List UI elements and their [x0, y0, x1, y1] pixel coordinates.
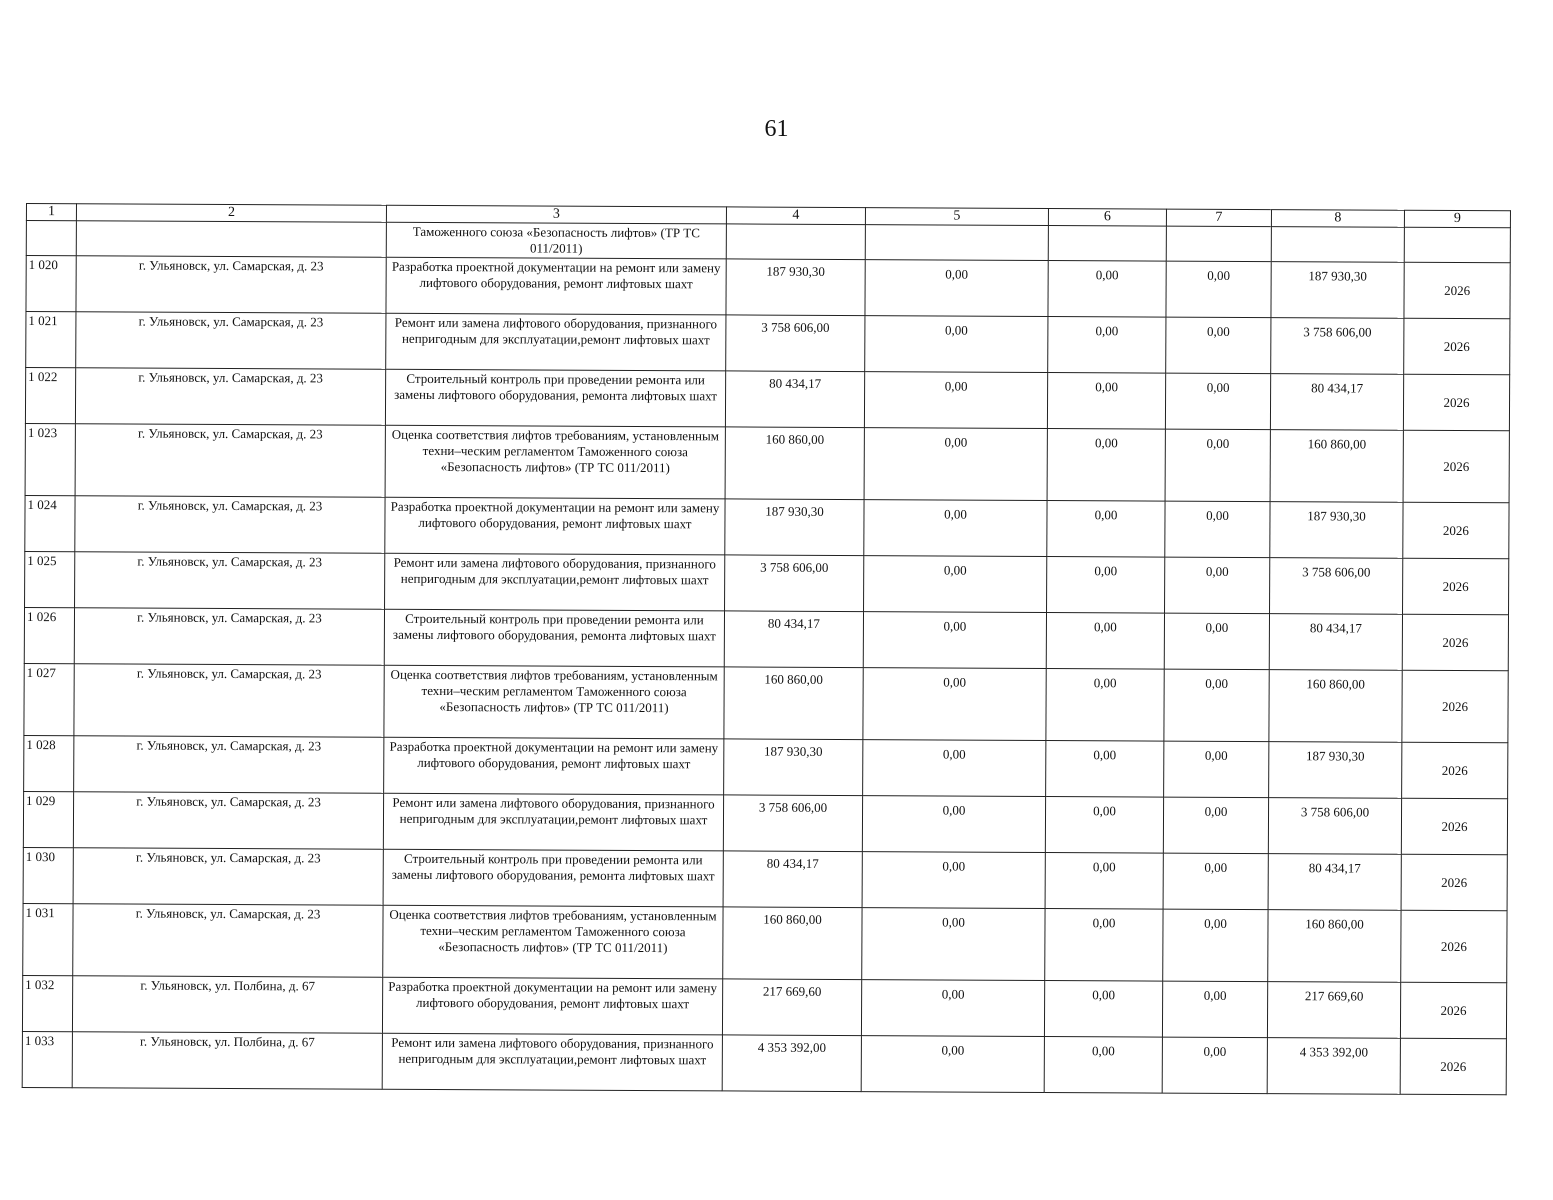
- row-year: 2026: [1400, 1038, 1506, 1095]
- row-work-type: Разработка проектной документации на ремонт или замену лифтового оборудования, ремонт лифтовых шахт: [382, 977, 722, 1035]
- row-amount-col5: 0,00: [861, 1036, 1044, 1093]
- row-address: г. Ульяновск, ул. Самарская, д. 23: [76, 312, 386, 370]
- row-year: 2026: [1403, 430, 1509, 503]
- row-amount-total: 187 930,30: [726, 259, 865, 316]
- row-amount-total: 160 860,00: [724, 667, 863, 740]
- row-work-type: Ремонт или замена лифтового оборудования, признанного непригодным для эксплуатации,ремонт лифтовых шахт: [385, 553, 725, 611]
- continuation-cell: [726, 224, 865, 260]
- header-cell: 3: [386, 205, 726, 224]
- row-address: г. Ульяновск, ул. Полбина, д. 67: [72, 976, 382, 1034]
- row-number: 1 029: [23, 791, 73, 847]
- row-year: 2026: [1400, 982, 1506, 1039]
- table-row: [25, 551, 1509, 614]
- row-address: г. Ульяновск, ул. Самарская, д. 23: [75, 552, 385, 610]
- row-amount-col7: 0,00: [1163, 853, 1268, 910]
- row-amount-total: 160 860,00: [723, 907, 862, 980]
- table-row: [25, 368, 1509, 431]
- row-amount-total: 80 434,17: [723, 851, 862, 908]
- row-amount-col8: 4 353 392,00: [1267, 1038, 1400, 1095]
- continuation-num: [26, 221, 76, 256]
- row-amount-col5: 0,00: [863, 740, 1046, 797]
- row-number: 1 026: [24, 607, 74, 663]
- table-row: [25, 423, 1509, 502]
- row-number: 1 027: [24, 663, 74, 735]
- row-number: 1 025: [25, 551, 75, 607]
- row-address: г. Ульяновск, ул. Самарская, д. 23: [74, 664, 384, 738]
- row-work-type: Ремонт или замена лифтового оборудования, признанного непригодным для эксплуатации,ремонт лифтовых шахт: [386, 313, 726, 371]
- row-address: г. Ульяновск, ул. Самарская, д. 23: [73, 792, 383, 850]
- row-amount-col5: 0,00: [863, 612, 1046, 669]
- row-number: 1 028: [24, 735, 74, 791]
- row-amount-col7: 0,00: [1165, 501, 1270, 558]
- header-cell: 8: [1271, 210, 1404, 228]
- row-amount-col6: 0,00: [1047, 556, 1165, 613]
- row-year: 2026: [1404, 262, 1510, 319]
- row-amount-col7: 0,00: [1164, 669, 1269, 742]
- row-amount-col6: 0,00: [1047, 428, 1165, 501]
- header-cell: 4: [726, 207, 865, 225]
- row-year: 2026: [1402, 670, 1508, 743]
- header-cell: 6: [1048, 208, 1166, 226]
- row-work-type: Оценка соответствия лифтов требованиям, установленным техни–ческим регламентом Таможенного союза «Безопасность лифтов» (ТР ТС 011/2011): [383, 905, 723, 979]
- row-amount-col6: 0,00: [1047, 500, 1165, 557]
- row-amount-col6: 0,00: [1044, 1036, 1162, 1093]
- table-row: [25, 495, 1509, 558]
- row-amount-col6: 0,00: [1045, 908, 1163, 981]
- header-cell: 1: [26, 204, 76, 221]
- page-number: 61: [764, 116, 789, 142]
- row-amount-col5: 0,00: [864, 556, 1047, 613]
- row-year: 2026: [1404, 318, 1510, 375]
- row-amount-col7: 0,00: [1163, 909, 1268, 982]
- row-amount-col6: 0,00: [1046, 612, 1164, 669]
- row-address: г. Ульяновск, ул. Самарская, д. 23: [75, 424, 385, 498]
- header-cell: 9: [1404, 210, 1510, 228]
- row-work-type: Строительный контроль при проведении ремонта или замены лифтового оборудования, ремонта лифтовых шахт: [383, 849, 723, 907]
- row-amount-col8: 217 669,60: [1267, 982, 1400, 1039]
- row-address: г. Ульяновск, ул. Самарская, д. 23: [75, 368, 385, 426]
- row-address: г. Ульяновск, ул. Самарская, д. 23: [74, 608, 384, 666]
- row-amount-total: 80 434,17: [724, 611, 863, 668]
- row-amount-col7: 0,00: [1165, 557, 1270, 614]
- row-amount-col5: 0,00: [865, 260, 1048, 317]
- row-amount-total: 187 930,30: [724, 739, 863, 796]
- table-row: [24, 663, 1508, 742]
- row-amount-col7: 0,00: [1166, 261, 1271, 318]
- row-amount-col7: 0,00: [1162, 1037, 1267, 1094]
- row-year: 2026: [1403, 374, 1509, 431]
- row-amount-col5: 0,00: [862, 908, 1045, 981]
- row-amount-total: 3 758 606,00: [726, 315, 865, 372]
- row-work-type: Разработка проектной документации на ремонт или замену лифтового оборудования, ремонт лифтовых шахт: [386, 257, 726, 315]
- row-amount-col8: 187 930,30: [1271, 262, 1404, 319]
- header-cell: 7: [1166, 209, 1271, 227]
- row-amount-col6: 0,00: [1045, 796, 1163, 853]
- row-amount-col5: 0,00: [863, 668, 1046, 741]
- table-row: [24, 735, 1508, 798]
- row-amount-col7: 0,00: [1164, 613, 1269, 670]
- row-work-type: Ремонт или замена лифтового оборудования, признанного непригодным для эксплуатации,ремонт лифтовых шахт: [382, 1033, 722, 1091]
- row-number: 1 024: [25, 495, 75, 551]
- row-amount-total: 160 860,00: [725, 427, 864, 500]
- row-work-type: Ремонт или замена лифтового оборудования, признанного непригодным для эксплуатации,ремонт лифтовых шахт: [383, 793, 723, 851]
- row-address: г. Ульяновск, ул. Полбина, д. 67: [72, 1032, 382, 1090]
- row-year: 2026: [1401, 798, 1507, 855]
- row-amount-col5: 0,00: [864, 428, 1047, 501]
- row-work-type: Оценка соответствия лифтов требованиям, установленным техни–ческим регламентом Таможенного союза «Безопасность лифтов» (ТР ТС 011/2011): [384, 665, 724, 739]
- continuation-cell: [1404, 227, 1510, 263]
- row-work-type: Строительный контроль при проведении ремонта или замены лифтового оборудования, ремонта лифтовых шахт: [385, 369, 725, 427]
- row-amount-col8: 160 860,00: [1269, 670, 1402, 743]
- table-row: [26, 256, 1510, 319]
- row-amount-col6: 0,00: [1047, 372, 1165, 429]
- row-amount-total: 3 758 606,00: [725, 555, 864, 612]
- row-amount-col5: 0,00: [864, 372, 1047, 429]
- row-work-type: Разработка проектной документации на ремонт или замену лифтового оборудования, ремонт лифтовых шахт: [385, 497, 725, 555]
- row-amount-col5: 0,00: [862, 796, 1045, 853]
- row-number: 1 022: [25, 368, 75, 424]
- row-amount-col8: 187 930,30: [1269, 742, 1402, 799]
- table-row: [23, 903, 1507, 982]
- row-amount-col5: 0,00: [865, 316, 1048, 373]
- row-amount-col6: 0,00: [1046, 740, 1164, 797]
- continuation-work: Таможенного союза «Безопасность лифтов» (ТР ТС 011/2011): [386, 222, 726, 259]
- row-year: 2026: [1403, 502, 1509, 559]
- row-amount-col8: 160 860,00: [1270, 430, 1403, 503]
- continuation-cell: [1048, 225, 1166, 261]
- row-number: 1 033: [22, 1031, 72, 1087]
- table-row: [24, 607, 1508, 670]
- continuation-cell: [1166, 226, 1271, 262]
- row-amount-col6: 0,00: [1046, 668, 1164, 741]
- works-table: [22, 203, 1511, 1095]
- row-address: г. Ульяновск, ул. Самарская, д. 23: [76, 256, 386, 314]
- table-row: [22, 975, 1506, 1038]
- row-amount-col6: 0,00: [1048, 316, 1166, 373]
- row-amount-col5: 0,00: [864, 500, 1047, 557]
- row-work-type: Оценка соответствия лифтов требованиям, установленным техни–ческим регламентом Таможенного союза «Безопасность лифтов» (ТР ТС 011/2011): [385, 425, 725, 499]
- row-address: г. Ульяновск, ул. Самарская, д. 23: [73, 904, 383, 978]
- row-amount-col6: 0,00: [1048, 260, 1166, 317]
- header-cell: 2: [76, 204, 386, 223]
- header-cell: 5: [865, 208, 1048, 226]
- row-amount-col8: 80 434,17: [1268, 854, 1401, 911]
- row-amount-col7: 0,00: [1165, 429, 1270, 502]
- continuation-cell: [1271, 227, 1404, 263]
- row-year: 2026: [1401, 854, 1507, 911]
- row-year: 2026: [1403, 558, 1509, 615]
- row-number: 1 021: [26, 312, 76, 368]
- row-address: г. Ульяновск, ул. Самарская, д. 23: [75, 496, 385, 554]
- table-row: [22, 1031, 1506, 1094]
- row-amount-col8: 160 860,00: [1268, 910, 1401, 983]
- row-number: 1 032: [22, 975, 72, 1031]
- row-amount-col7: 0,00: [1165, 373, 1270, 430]
- row-amount-col7: 0,00: [1163, 797, 1268, 854]
- works-table-wrapper: [22, 203, 1510, 1095]
- row-year: 2026: [1402, 742, 1508, 799]
- row-amount-col5: 0,00: [861, 980, 1044, 1037]
- row-work-type: Строительный контроль при проведении ремонта или замены лифтового оборудования, ремонта лифтовых шахт: [384, 609, 724, 667]
- row-amount-col6: 0,00: [1045, 852, 1163, 909]
- continuation-address: [76, 221, 386, 258]
- row-amount-col8: 3 758 606,00: [1268, 798, 1401, 855]
- row-work-type: Разработка проектной документации на ремонт или замену лифтового оборудования, ремонт лифтовых шахт: [384, 737, 724, 795]
- row-year: 2026: [1401, 910, 1507, 983]
- row-year: 2026: [1402, 614, 1508, 671]
- row-amount-total: 187 930,30: [725, 499, 864, 556]
- table-row: [23, 847, 1507, 910]
- continuation-cell: [865, 225, 1048, 261]
- row-amount-total: 217 669,60: [722, 979, 861, 1036]
- row-amount-col8: 80 434,17: [1270, 374, 1403, 431]
- row-amount-col7: 0,00: [1166, 317, 1271, 374]
- row-amount-col8: 3 758 606,00: [1270, 558, 1403, 615]
- row-amount-col6: 0,00: [1044, 980, 1162, 1037]
- row-address: г. Ульяновск, ул. Самарская, д. 23: [73, 848, 383, 906]
- row-amount-col7: 0,00: [1164, 741, 1269, 798]
- row-amount-col8: 187 930,30: [1270, 502, 1403, 559]
- row-amount-col8: 3 758 606,00: [1271, 318, 1404, 375]
- row-number: 1 020: [26, 256, 76, 312]
- row-number: 1 030: [23, 847, 73, 903]
- table-row: [23, 791, 1507, 854]
- table-row: [26, 312, 1510, 375]
- row-number: 1 031: [23, 903, 73, 975]
- row-amount-col8: 80 434,17: [1269, 614, 1402, 671]
- row-amount-total: 80 434,17: [725, 371, 864, 428]
- row-amount-total: 3 758 606,00: [723, 795, 862, 852]
- row-amount-col7: 0,00: [1162, 981, 1267, 1038]
- row-amount-total: 4 353 392,00: [722, 1035, 861, 1092]
- row-amount-col5: 0,00: [862, 852, 1045, 909]
- row-number: 1 023: [25, 423, 75, 495]
- row-address: г. Ульяновск, ул. Самарская, д. 23: [74, 736, 384, 794]
